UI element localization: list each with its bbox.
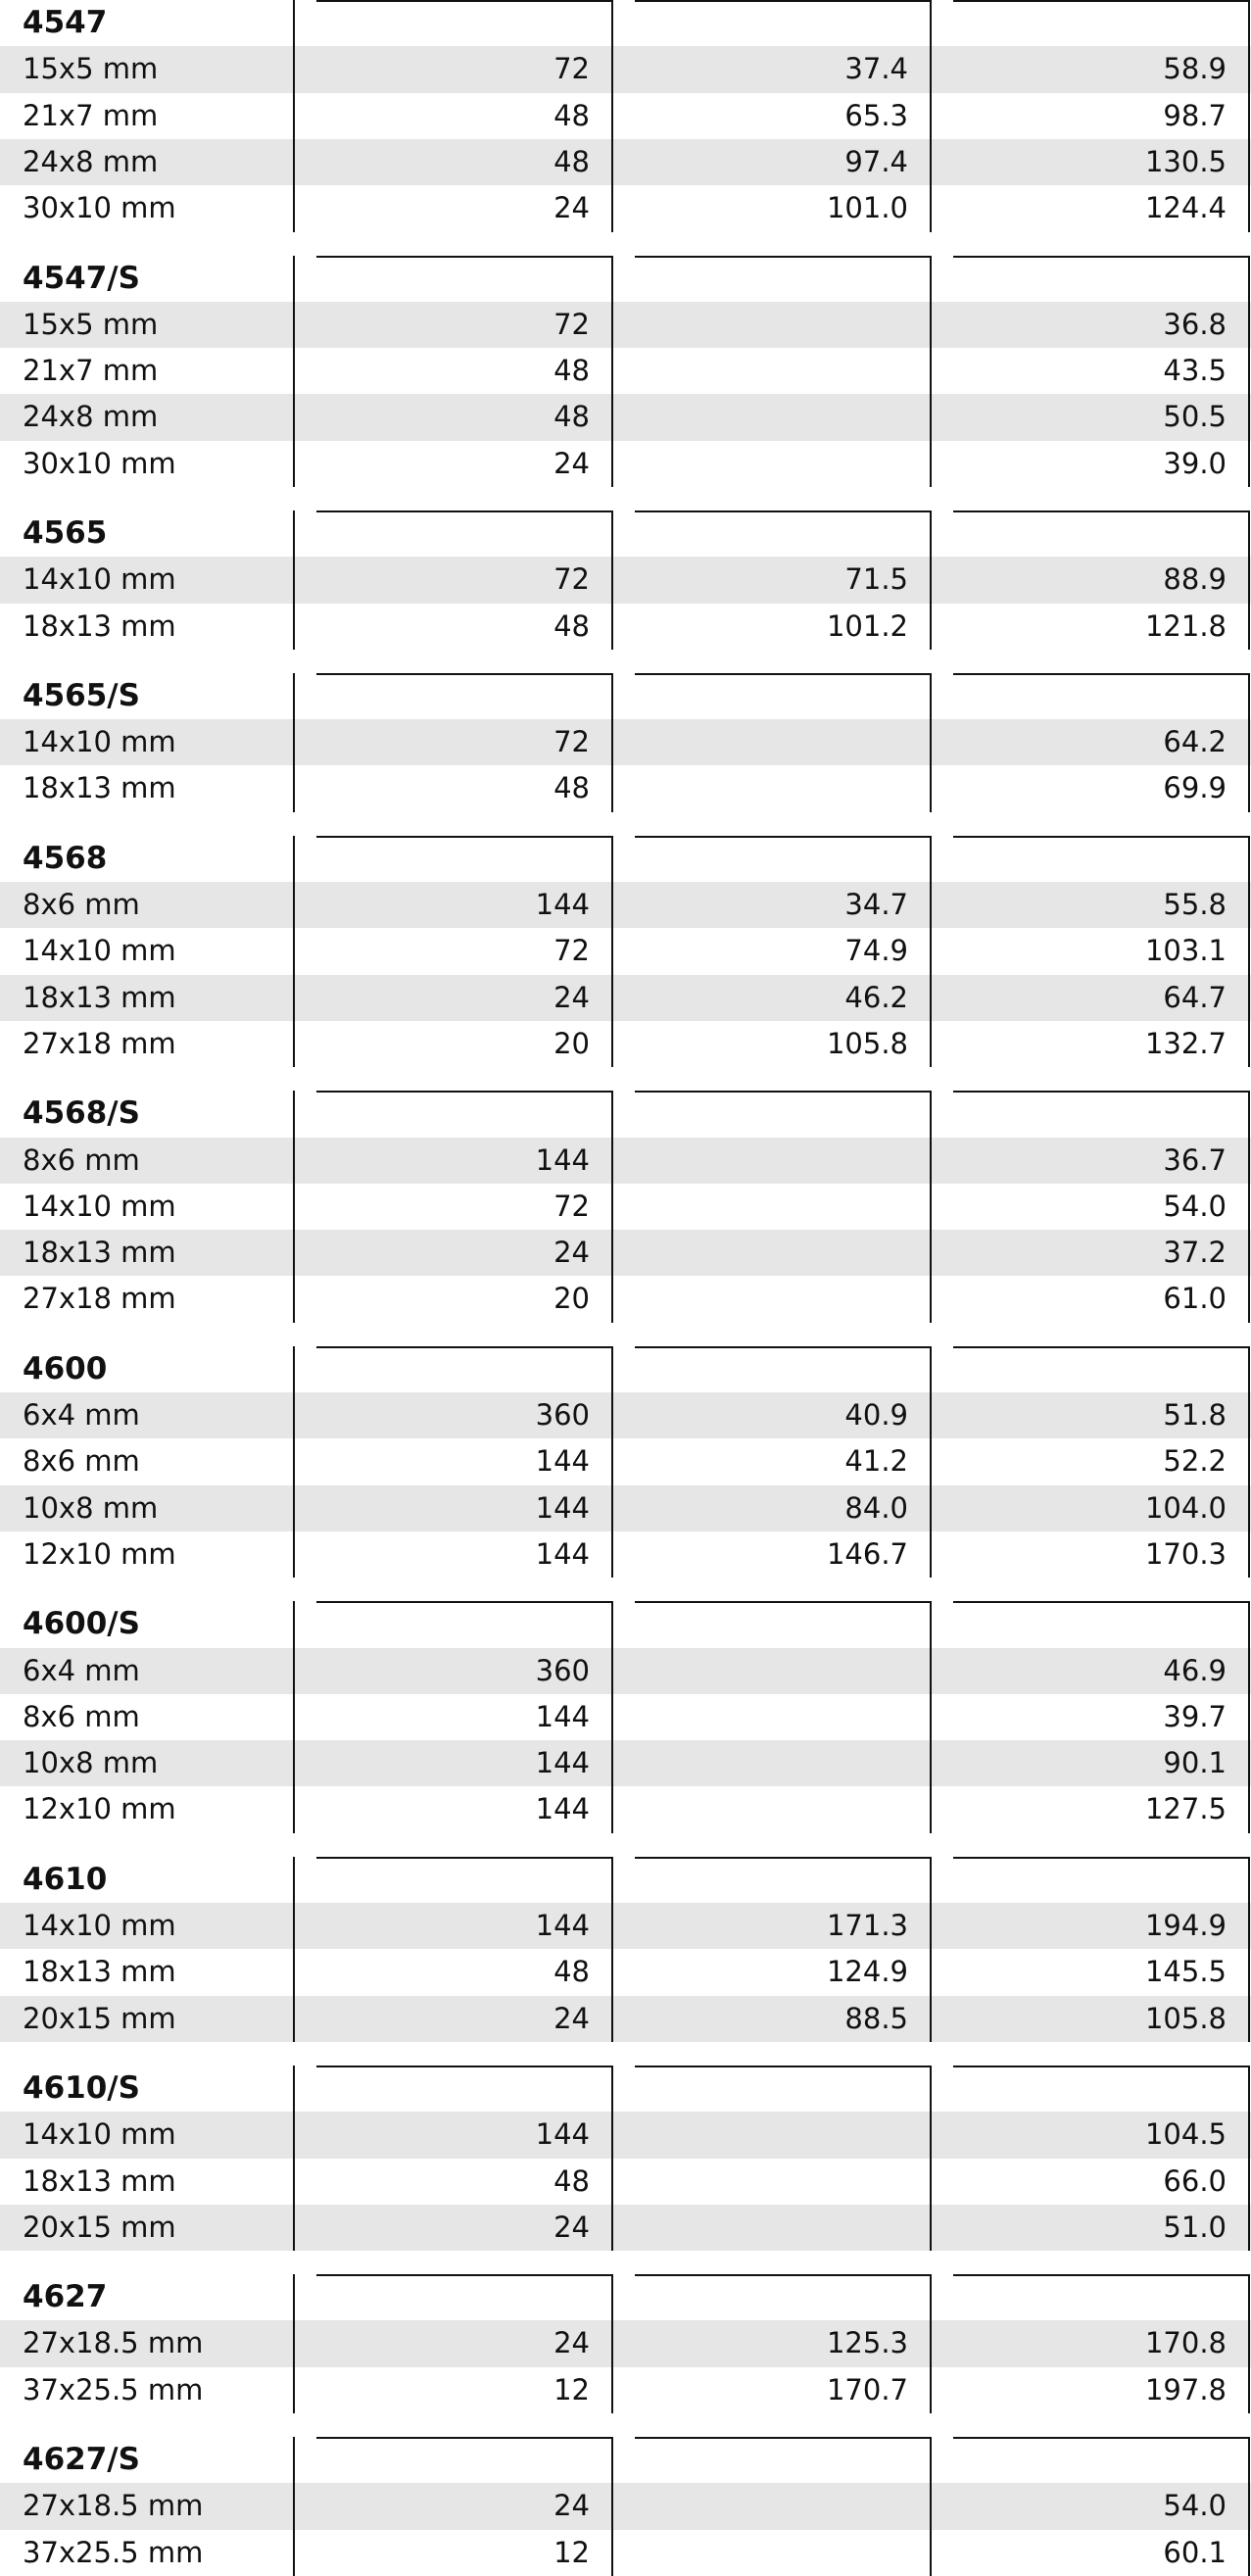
column-divider (611, 510, 613, 650)
value-1-cell: 105.8 (826, 1026, 908, 1060)
value-2-cell: 37.2 (1163, 1236, 1227, 1270)
column-divider (930, 1601, 932, 1833)
quantity-cell: 48 (553, 608, 590, 643)
table-row (0, 348, 1251, 394)
value-1-cell: 84.0 (844, 1490, 908, 1525)
size-cell: 14x10 mm (23, 1909, 176, 1943)
table-row (0, 1392, 1251, 1438)
value-1-cell: 97.4 (844, 144, 908, 178)
size-cell: 12x10 mm (23, 1536, 176, 1571)
column-top-rule (953, 2066, 1248, 2067)
value-1-cell: 71.5 (844, 562, 908, 597)
table-row (0, 1949, 1251, 1995)
table-row (0, 302, 1251, 348)
value-2-cell: 55.8 (1163, 888, 1227, 922)
size-cell: 18x13 mm (23, 1955, 176, 1989)
value-2-cell: 105.8 (1144, 2001, 1227, 2035)
column-divider (293, 2274, 295, 2413)
product-code: 4600 (23, 1350, 108, 1386)
size-cell: 15x5 mm (23, 307, 159, 341)
table-row (0, 1531, 1251, 1578)
size-cell: 27x18 mm (23, 1282, 176, 1316)
value-2-cell: 104.0 (1144, 1490, 1227, 1525)
value-1-cell: 34.7 (844, 888, 908, 922)
column-divider (930, 1857, 932, 2042)
column-divider (611, 673, 613, 812)
quantity-cell: 48 (553, 2163, 590, 2198)
size-cell: 18x13 mm (23, 1236, 176, 1270)
column-divider (930, 0, 932, 232)
size-cell: 27x18.5 mm (23, 2489, 204, 2523)
column-top-rule (316, 2066, 611, 2067)
quantity-cell: 12 (553, 2535, 590, 2569)
table-row (0, 1184, 1251, 1230)
table-row (0, 604, 1251, 650)
table-row (0, 441, 1251, 487)
column-divider (293, 1346, 295, 1579)
column-top-rule (635, 2274, 930, 2276)
column-divider (930, 510, 932, 650)
product-block (0, 1091, 1251, 1323)
product-code: 4568 (23, 840, 108, 876)
quantity-cell: 144 (535, 2117, 590, 2152)
value-1-cell: 65.3 (844, 98, 908, 132)
value-1-cell: 74.9 (844, 934, 908, 968)
value-2-cell: 46.9 (1163, 1653, 1227, 1687)
product-block (0, 2437, 1251, 2576)
table-row (0, 2320, 1251, 2366)
size-cell: 20x15 mm (23, 2210, 176, 2244)
value-2-cell: 39.0 (1163, 446, 1227, 480)
quantity-cell: 48 (553, 400, 590, 434)
column-divider (611, 256, 613, 488)
size-cell: 30x10 mm (23, 446, 176, 480)
product-code: 4565/S (23, 677, 140, 713)
value-2-cell: 170.8 (1144, 2326, 1227, 2360)
product-block (0, 0, 1251, 232)
value-1-cell: 37.4 (844, 52, 908, 86)
product-block (0, 673, 1251, 812)
column-divider (611, 1601, 613, 1833)
quantity-cell: 360 (535, 1398, 590, 1433)
size-cell: 14x10 mm (23, 725, 176, 759)
column-top-rule (316, 1601, 611, 1603)
table-row (0, 1903, 1251, 1949)
quantity-cell: 48 (553, 1955, 590, 1989)
column-top-rule (953, 256, 1248, 258)
column-divider (611, 1346, 613, 1579)
column-top-rule (635, 673, 930, 675)
quantity-cell: 24 (553, 2210, 590, 2244)
value-1-cell: 101.0 (826, 191, 908, 225)
quantity-cell: 72 (553, 562, 590, 597)
column-divider (930, 2437, 932, 2576)
value-2-cell: 88.9 (1163, 562, 1227, 597)
quantity-cell: 24 (553, 2001, 590, 2035)
value-2-cell: 36.7 (1163, 1142, 1227, 1177)
value-2-cell: 170.3 (1144, 1536, 1227, 1571)
value-1-cell: 46.2 (844, 980, 908, 1014)
size-cell: 8x6 mm (23, 1142, 140, 1177)
column-divider (930, 1091, 932, 1323)
table-row (0, 46, 1251, 92)
product-code: 4627 (23, 2279, 108, 2315)
value-2-cell: 124.4 (1144, 191, 1227, 225)
quantity-cell: 72 (553, 307, 590, 341)
column-divider (1248, 2274, 1250, 2413)
value-2-cell: 52.2 (1163, 1444, 1227, 1479)
table-row (0, 1438, 1251, 1484)
column-top-rule (953, 1091, 1248, 1093)
size-cell: 21x7 mm (23, 354, 159, 388)
quantity-cell: 144 (535, 888, 590, 922)
product-block (0, 1346, 1251, 1579)
quantity-cell: 144 (535, 1142, 590, 1177)
column-divider (1248, 256, 1250, 488)
quantity-cell: 12 (553, 2372, 590, 2406)
column-top-rule (953, 836, 1248, 838)
quantity-cell: 72 (553, 52, 590, 86)
quantity-cell: 144 (535, 1792, 590, 1826)
size-cell: 37x25.5 mm (23, 2372, 204, 2406)
quantity-cell: 144 (535, 1909, 590, 1943)
table-row (0, 1138, 1251, 1184)
column-top-rule (316, 1091, 611, 1093)
table-row (0, 394, 1251, 440)
value-2-cell: 194.9 (1144, 1909, 1227, 1943)
column-top-rule (635, 1346, 930, 1348)
size-cell: 14x10 mm (23, 934, 176, 968)
column-divider (293, 1091, 295, 1323)
table-row (0, 1740, 1251, 1786)
value-2-cell: 66.0 (1163, 2163, 1227, 2198)
column-top-rule (316, 673, 611, 675)
size-cell: 10x8 mm (23, 1490, 159, 1525)
size-cell: 6x4 mm (23, 1653, 140, 1687)
table-row (0, 2112, 1251, 2158)
column-top-rule (635, 1091, 930, 1093)
quantity-cell: 48 (553, 144, 590, 178)
value-2-cell: 90.1 (1163, 1746, 1227, 1780)
column-top-rule (953, 673, 1248, 675)
value-2-cell: 60.1 (1163, 2535, 1227, 2569)
quantity-cell: 24 (553, 980, 590, 1014)
value-2-cell: 127.5 (1144, 1792, 1227, 1826)
value-2-cell: 104.5 (1144, 2117, 1227, 2152)
column-top-rule (316, 1346, 611, 1348)
value-2-cell: 130.5 (1144, 144, 1227, 178)
column-divider (293, 836, 295, 1068)
column-top-rule (953, 1601, 1248, 1603)
column-divider (930, 1346, 932, 1579)
size-cell: 14x10 mm (23, 2117, 176, 2152)
column-divider (930, 836, 932, 1068)
value-2-cell: 39.7 (1163, 1699, 1227, 1733)
value-2-cell: 103.1 (1144, 934, 1227, 968)
column-divider (293, 2437, 295, 2576)
value-1-cell: 41.2 (844, 1444, 908, 1479)
value-2-cell: 54.0 (1163, 2489, 1227, 2523)
value-2-cell: 58.9 (1163, 52, 1227, 86)
value-1-cell: 171.3 (826, 1909, 908, 1943)
size-cell: 8x6 mm (23, 1444, 140, 1479)
table-row (0, 2205, 1251, 2251)
column-top-rule (953, 1857, 1248, 1859)
value-1-cell: 124.9 (826, 1955, 908, 1989)
column-divider (293, 2066, 295, 2251)
value-2-cell: 51.8 (1163, 1398, 1227, 1433)
table-row (0, 185, 1251, 231)
value-2-cell: 69.9 (1163, 771, 1227, 805)
size-cell: 21x7 mm (23, 98, 159, 132)
product-code: 4610 (23, 1861, 108, 1897)
column-top-rule (635, 2066, 930, 2067)
table-row (0, 882, 1251, 928)
size-cell: 12x10 mm (23, 1792, 176, 1826)
value-1-cell: 88.5 (844, 2001, 908, 2035)
column-divider (930, 2274, 932, 2413)
column-divider (611, 0, 613, 232)
column-top-rule (316, 2437, 611, 2439)
size-cell: 6x4 mm (23, 1398, 140, 1433)
size-cell: 18x13 mm (23, 771, 176, 805)
value-1-cell: 146.7 (826, 1536, 908, 1571)
table-row (0, 1485, 1251, 1531)
size-cell: 18x13 mm (23, 2163, 176, 2198)
column-divider (930, 673, 932, 812)
quantity-cell: 24 (553, 191, 590, 225)
column-top-rule (316, 510, 611, 512)
product-block (0, 2274, 1251, 2413)
value-2-cell: 43.5 (1163, 354, 1227, 388)
size-cell: 14x10 mm (23, 1189, 176, 1223)
quantity-cell: 144 (535, 1699, 590, 1733)
quantity-cell: 72 (553, 725, 590, 759)
size-cell: 24x8 mm (23, 400, 159, 434)
table-row (0, 719, 1251, 765)
column-divider (293, 673, 295, 812)
table-row (0, 557, 1251, 603)
quantity-cell: 48 (553, 98, 590, 132)
product-block (0, 256, 1251, 488)
column-top-rule (953, 510, 1248, 512)
table-row (0, 139, 1251, 185)
table-row (0, 765, 1251, 811)
column-divider (1248, 1857, 1250, 2042)
column-divider (1248, 2437, 1250, 2576)
product-code: 4610/S (23, 2070, 140, 2106)
value-1-cell: 125.3 (826, 2326, 908, 2360)
size-cell: 14x10 mm (23, 562, 176, 597)
product-code: 4568/S (23, 1095, 140, 1132)
size-cell: 10x8 mm (23, 1746, 159, 1780)
table-row (0, 2367, 1251, 2413)
value-2-cell: 64.7 (1163, 980, 1227, 1014)
quantity-cell: 72 (553, 934, 590, 968)
size-cell: 15x5 mm (23, 52, 159, 86)
column-divider (611, 2274, 613, 2413)
column-top-rule (635, 2437, 930, 2439)
product-code: 4627/S (23, 2442, 140, 2478)
value-1-cell: 40.9 (844, 1398, 908, 1433)
column-divider (1248, 836, 1250, 1068)
column-divider (611, 1857, 613, 2042)
quantity-cell: 24 (553, 1236, 590, 1270)
column-divider (1248, 1601, 1250, 1833)
quantity-cell: 24 (553, 2489, 590, 2523)
column-divider (1248, 1346, 1250, 1579)
product-block (0, 1601, 1251, 1833)
column-divider (930, 256, 932, 488)
table-row (0, 1996, 1251, 2042)
column-divider (611, 2437, 613, 2576)
column-divider (293, 510, 295, 650)
quantity-cell: 20 (553, 1282, 590, 1316)
column-top-rule (316, 1857, 611, 1859)
column-top-rule (635, 1601, 930, 1603)
product-block (0, 2066, 1251, 2251)
column-divider (1248, 510, 1250, 650)
quantity-cell: 48 (553, 771, 590, 805)
size-cell: 24x8 mm (23, 144, 159, 178)
product-block (0, 836, 1251, 1068)
size-cell: 20x15 mm (23, 2001, 176, 2035)
column-top-rule (635, 1857, 930, 1859)
value-2-cell: 51.0 (1163, 2210, 1227, 2244)
value-2-cell: 36.8 (1163, 307, 1227, 341)
size-cell: 18x13 mm (23, 980, 176, 1014)
quantity-cell: 360 (535, 1653, 590, 1687)
column-divider (1248, 2066, 1250, 2251)
quantity-cell: 24 (553, 2326, 590, 2360)
column-top-rule (316, 256, 611, 258)
value-2-cell: 61.0 (1163, 1282, 1227, 1316)
column-divider (1248, 0, 1250, 232)
value-2-cell: 98.7 (1163, 98, 1227, 132)
value-2-cell: 54.0 (1163, 1189, 1227, 1223)
column-divider (293, 0, 295, 232)
size-cell: 8x6 mm (23, 1699, 140, 1733)
column-top-rule (635, 510, 930, 512)
table-row (0, 1694, 1251, 1740)
value-2-cell: 121.8 (1144, 608, 1227, 643)
column-divider (293, 1601, 295, 1833)
size-cell: 27x18 mm (23, 1026, 176, 1060)
column-top-rule (953, 0, 1248, 2)
column-divider (293, 1857, 295, 2042)
column-top-rule (316, 0, 611, 2)
quantity-cell: 144 (535, 1490, 590, 1525)
column-top-rule (953, 2274, 1248, 2276)
table-row (0, 1276, 1251, 1322)
product-code: 4600/S (23, 1606, 140, 1642)
product-block (0, 1857, 1251, 2042)
table-row (0, 1021, 1251, 1067)
table-row (0, 2483, 1251, 2529)
product-code: 4565 (23, 515, 108, 551)
product-code: 4547 (23, 5, 108, 40)
quantity-cell: 144 (535, 1444, 590, 1479)
value-1-cell: 170.7 (826, 2372, 908, 2406)
table-row (0, 1786, 1251, 1832)
size-cell: 30x10 mm (23, 191, 176, 225)
column-divider (1248, 1091, 1250, 1323)
table-row (0, 2159, 1251, 2205)
quantity-cell: 20 (553, 1026, 590, 1060)
column-divider (930, 2066, 932, 2251)
size-cell: 37x25.5 mm (23, 2535, 204, 2569)
column-top-rule (316, 2274, 611, 2276)
table-row (0, 975, 1251, 1021)
value-2-cell: 132.7 (1144, 1026, 1227, 1060)
column-top-rule (635, 256, 930, 258)
column-top-rule (635, 0, 930, 2)
table-row (0, 93, 1251, 139)
column-top-rule (316, 836, 611, 838)
column-divider (1248, 673, 1250, 812)
value-2-cell: 197.8 (1144, 2372, 1227, 2406)
column-top-rule (953, 1346, 1248, 1348)
quantity-cell: 48 (553, 354, 590, 388)
table-row (0, 1648, 1251, 1694)
column-top-rule (953, 2437, 1248, 2439)
value-1-cell: 101.2 (826, 608, 908, 643)
column-divider (611, 836, 613, 1068)
column-divider (611, 2066, 613, 2251)
quantity-cell: 24 (553, 446, 590, 480)
column-divider (611, 1091, 613, 1323)
column-divider (293, 256, 295, 488)
quantity-cell: 144 (535, 1746, 590, 1780)
size-cell: 18x13 mm (23, 608, 176, 643)
table-row (0, 2530, 1251, 2576)
size-cell: 8x6 mm (23, 888, 140, 922)
column-top-rule (635, 836, 930, 838)
size-cell: 27x18.5 mm (23, 2326, 204, 2360)
value-2-cell: 64.2 (1163, 725, 1227, 759)
quantity-cell: 72 (553, 1189, 590, 1223)
product-block (0, 510, 1251, 650)
table-row (0, 1230, 1251, 1276)
product-code: 4547/S (23, 260, 140, 296)
table-row (0, 928, 1251, 974)
value-2-cell: 145.5 (1144, 1955, 1227, 1989)
value-2-cell: 50.5 (1163, 400, 1227, 434)
quantity-cell: 144 (535, 1536, 590, 1571)
